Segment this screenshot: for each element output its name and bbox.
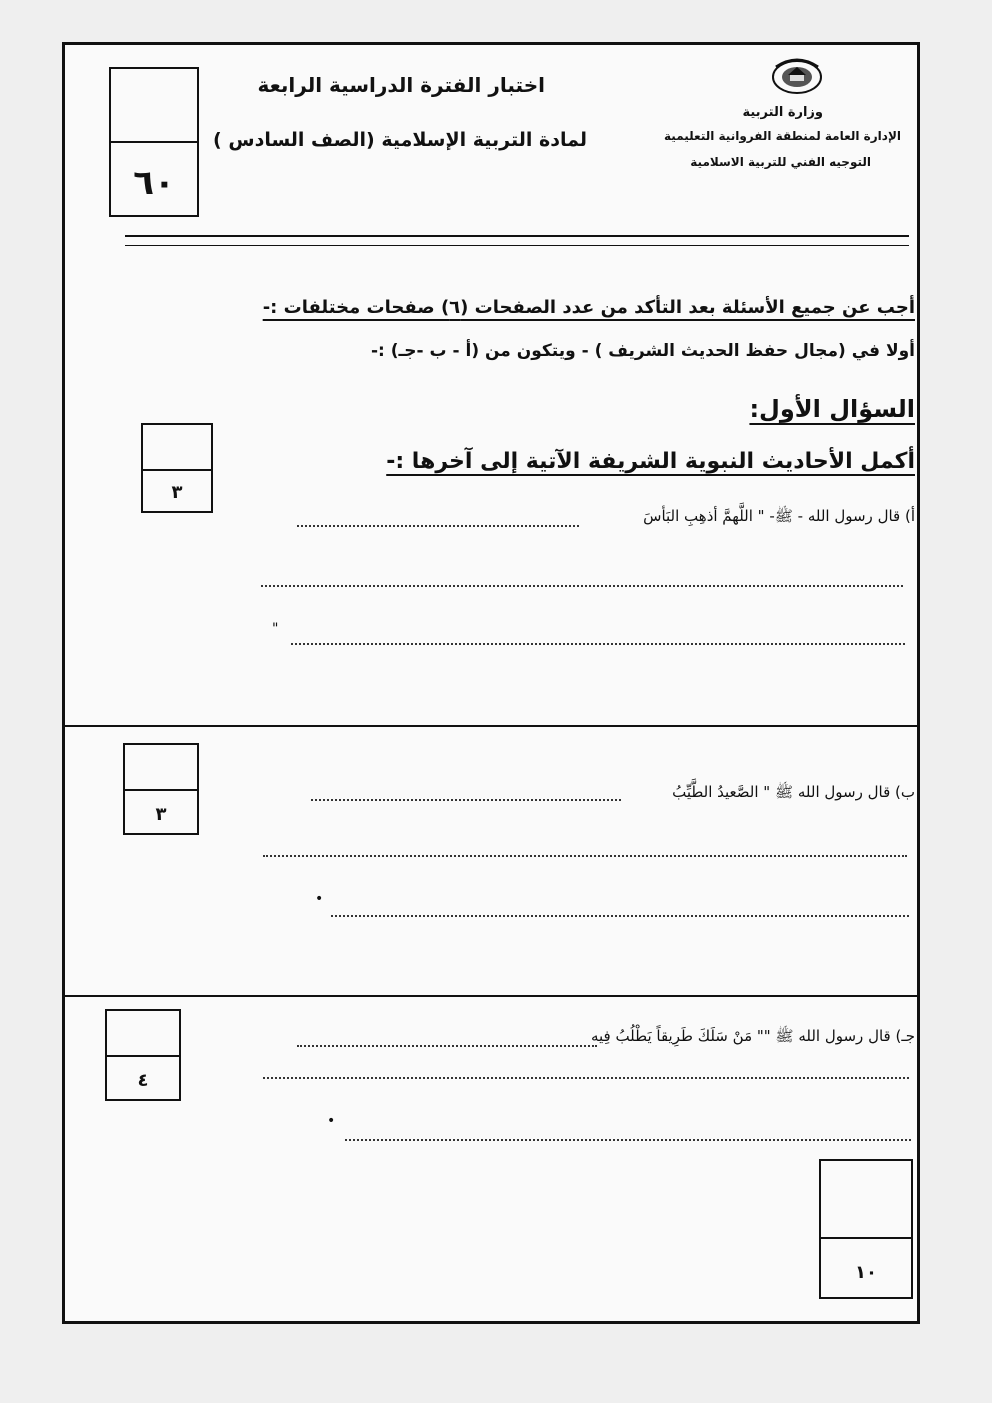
- supervision-name: التوجيه الفني للتربية الاسلامية: [690, 155, 871, 169]
- item-c-score-box: [105, 1009, 181, 1101]
- section-heading: أولا في (مجال حفظ الحديث الشريف ) - ويتكون من (أ - ب -جـ) :-: [370, 341, 915, 361]
- ministry-emblem-icon: [768, 55, 826, 95]
- item-c-score: ٤: [137, 1070, 149, 1091]
- item-a-stem: أ) قال رسول الله - ﷺ- " اللَّهمَّ أذهِبِ البَأسَ: [643, 507, 915, 525]
- header-divider: [125, 235, 909, 237]
- subject-line: لمادة التربية الإسلامية (الصف السادس ): [213, 129, 587, 151]
- item-b-stem: ب) قال رسول الله ﷺ " الصَّعيدُ الطَّيِّبُ: [672, 783, 915, 801]
- item-c-quote-mark: •: [327, 1113, 336, 1129]
- item-c-answer-line-3[interactable]: [345, 1139, 911, 1141]
- item-c-answer-line-1[interactable]: [297, 1045, 597, 1047]
- item-c-answer-line-2[interactable]: [263, 1077, 909, 1079]
- exam-title: اختبار الفترة الدراسية الرابعة: [257, 73, 545, 97]
- item-b-answer-line-2[interactable]: [263, 855, 907, 857]
- item-divider-1: [63, 725, 919, 727]
- total-score: ٦٠: [133, 163, 175, 203]
- item-a-answer-line-1[interactable]: [297, 525, 579, 527]
- item-b-answer-line-1[interactable]: [311, 799, 621, 801]
- item-a-answer-line-2[interactable]: [261, 585, 903, 587]
- question-prompt: أكمل الأحاديث النبوية الشريفة الآتية إلى آخرها :-: [386, 449, 915, 474]
- directorate-name: الإدارة العامة لمنطقة الفروانية التعليمية: [664, 129, 901, 143]
- page-total: ١٠: [855, 1262, 877, 1283]
- item-c-stem: جـ) قال رسول الله ﷺ "" مَنْ سَلَكَ طَرِيقاً يَطْلُبُ فِيه: [590, 1027, 915, 1045]
- total-score-box: [109, 67, 199, 217]
- item-b-answer-line-3[interactable]: [331, 915, 909, 917]
- item-b-score: ٣: [155, 804, 167, 825]
- page-dot: •: [500, 1318, 506, 1329]
- item-b-score-box: [123, 743, 199, 835]
- item-a-answer-line-3[interactable]: [291, 643, 905, 645]
- exam-sheet: [62, 42, 920, 1324]
- question-title: السؤال الأول:: [749, 395, 915, 423]
- header-divider-2: [125, 245, 909, 246]
- item-b-quote-mark: •: [315, 891, 324, 907]
- item-a-quote-mark: ": [272, 621, 279, 637]
- item-divider-2: [63, 995, 919, 997]
- item-a-score: ٣: [171, 482, 183, 503]
- item-a-score-box: [141, 423, 213, 513]
- ministry-name: وزارة التربية: [742, 105, 823, 120]
- instructions: أجب عن جميع الأسئلة بعد التأكد من عدد الصفحات (٦) صفحات مختلفات :-: [262, 297, 915, 318]
- page-total-box: [819, 1159, 913, 1299]
